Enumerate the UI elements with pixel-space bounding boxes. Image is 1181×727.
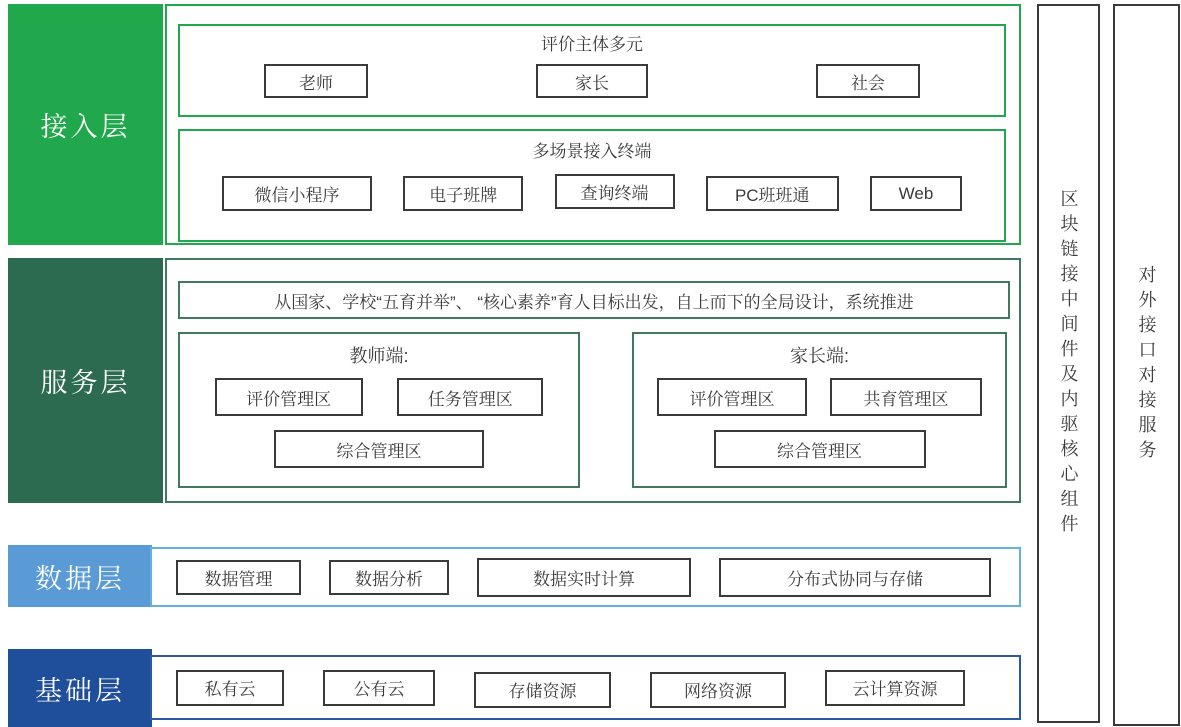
terminal-item: 查询终端 — [555, 174, 675, 209]
teacher-panel — [178, 332, 580, 488]
zone-item: 任务管理区 — [397, 378, 543, 416]
foundation-item: 存储资源 — [474, 672, 611, 708]
teacher-row-1 — [180, 378, 578, 416]
service-banner: 从国家、学校“五育并举”、 “核心素养”育人目标出发，自上而下的全局设计，系统推进 — [178, 281, 1010, 319]
panel-title: 教师端: — [349, 346, 409, 366]
subject-row — [180, 64, 1004, 98]
service-layer-label: 服务层 — [8, 258, 163, 503]
data-item: 数据分析 — [329, 560, 449, 595]
data-item: 数据管理 — [176, 560, 301, 595]
external-interface-sidebar — [1113, 4, 1180, 726]
data-layer-container — [150, 547, 1021, 607]
panel-title: 家长端: — [789, 346, 849, 366]
blockchain-middleware-sidebar — [1037, 4, 1100, 723]
access-group-terminals — [178, 129, 1006, 242]
foundation-item: 公有云 — [323, 670, 435, 706]
zone-item: 评价管理区 — [215, 378, 363, 416]
parent-row-1 — [634, 378, 1005, 416]
zone-item: 评价管理区 — [657, 378, 807, 416]
foundation-item: 云计算资源 — [825, 670, 965, 706]
teacher-row-2 — [180, 430, 578, 468]
data-item: 数据实时计算 — [477, 558, 691, 597]
parent-row-2 — [634, 430, 1005, 468]
foundation-item: 网络资源 — [650, 672, 786, 708]
foundation-layer-container — [150, 655, 1021, 720]
access-group-evaluation-subjects — [178, 24, 1006, 117]
zone-item: 共育管理区 — [830, 378, 982, 416]
subject-item: 家长 — [536, 64, 648, 98]
terminal-item: 微信小程序 — [222, 176, 372, 211]
terminal-item: PC班班通 — [706, 176, 839, 211]
group-title: 多场景接入终端 — [532, 142, 652, 161]
subject-item: 社会 — [816, 64, 920, 98]
group-title: 评价主体多元 — [541, 35, 643, 54]
data-item: 分布式协同与存储 — [719, 558, 991, 597]
zone-item: 综合管理区 — [274, 430, 484, 468]
foundation-item: 私有云 — [176, 670, 284, 706]
sidebar-vertical-text: 区块链接中间件及内驱核心组件 — [1058, 188, 1079, 539]
data-layer-label: 数据层 — [8, 545, 152, 607]
terminal-item: 电子班牌 — [403, 176, 523, 211]
access-layer-container — [165, 4, 1021, 245]
zone-item: 综合管理区 — [714, 430, 926, 468]
parent-panel — [632, 332, 1007, 488]
service-layer-container — [165, 258, 1021, 503]
terminal-row — [180, 176, 1004, 211]
foundation-layer-label: 基础层 — [8, 649, 152, 727]
access-layer-label: 接入层 — [8, 4, 163, 245]
sidebar-vertical-text: 对外接口对接服务 — [1136, 265, 1157, 465]
terminal-item: Web — [870, 176, 962, 211]
subject-item: 老师 — [264, 64, 368, 98]
